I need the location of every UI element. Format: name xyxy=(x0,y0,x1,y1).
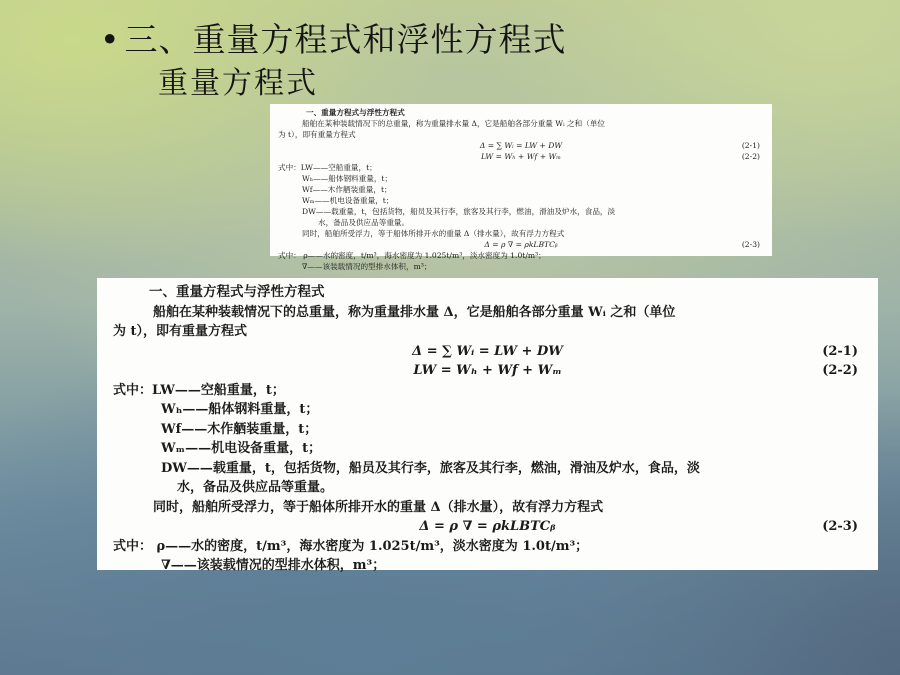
doc-def-wm: Wₘ——机电设备重量，t； xyxy=(302,196,394,205)
equation-number: (2-1) xyxy=(741,141,760,150)
doc-def-dw-2: 水，备品及供应品等重量。 xyxy=(177,480,334,495)
equation-number: (2-3) xyxy=(822,519,858,534)
doc-heading: 一、重量方程式与浮性方程式 xyxy=(306,108,405,117)
doc-def-dw-1: DW——载重量，t，包括货物，船员及其行李，旅客及其行李，燃油，滑油及炉水，食品，淡 xyxy=(302,207,616,216)
equation-text: Δ = ∑ Wᵢ = LW + DW xyxy=(479,141,563,150)
doc-def-wh: Wₕ——船体钢料重量，t； xyxy=(161,402,319,417)
equation-number: (2-3) xyxy=(741,240,760,249)
doc-equation-1 xyxy=(278,140,764,151)
slide-title-text: 三、重量方程式和浮性方程式 xyxy=(124,20,567,59)
equation-number: (2-2) xyxy=(741,152,760,161)
doc-def-wf: Wf——木作舾装重量，t； xyxy=(161,421,318,437)
document-image-small xyxy=(270,104,772,271)
bullet-icon: • xyxy=(100,20,121,59)
equation-text: LW = Wₕ + Wf + Wₘ xyxy=(481,152,561,161)
doc-def-dw-1: DW——载重量，t，包括货物，船员及其行李，旅客及其行李，燃油，滑油及炉水，食品，淡 xyxy=(161,460,700,476)
doc-equation-2 xyxy=(113,361,862,381)
doc-def-rho: 式中： ρ——水的密度，t/m³，海水密度为 1.025t/m³，淡水密度为 1.0t/m³； xyxy=(113,538,589,554)
doc-heading: 一、重量方程式与浮性方程式 xyxy=(149,284,325,300)
slide-title xyxy=(100,14,566,61)
doc-def-wf: Wf——木作舾装重量，t； xyxy=(302,185,392,194)
slide-subtitle: 重量方程式 xyxy=(158,66,318,101)
doc-para1-line2: 为 t），即有重量方程式 xyxy=(113,324,248,339)
equation-number: (2-2) xyxy=(822,363,858,378)
doc-para1-line1: 船舶在某种装载情况下的总重量，称为重量排水量 Δ，它是船舶各部分重量 Wᵢ 之和（单位 xyxy=(153,304,676,320)
doc-para1-line1: 船舶在某种装载情况下的总重量，称为重量排水量 Δ，它是船舶各部分重量 Wᵢ 之和（单位 xyxy=(302,119,606,128)
equation-text: Δ = ∑ Wᵢ = LW + DW xyxy=(412,343,563,359)
equation-text: Δ = ρ ∇ = ρkLBTCᵦ xyxy=(419,519,556,534)
doc-para1-line2: 为 t），即有重量方程式 xyxy=(278,130,356,139)
doc-equation-1 xyxy=(113,342,862,362)
equation-text: LW = Wₕ + Wf + Wₘ xyxy=(413,363,562,378)
doc-def-lw: 式中：LW——空船重量，t； xyxy=(278,163,377,172)
doc-equation-3 xyxy=(278,239,764,250)
doc-def-wh: Wₕ——船体钢料重量，t； xyxy=(302,174,393,183)
doc-def-rho: 式中： ρ——水的密度，t/m³，海水密度为 1.025t/m³，淡水密度为 1.0t/m³； xyxy=(278,251,546,260)
doc-def-wm: Wₘ——机电设备重量，t； xyxy=(161,441,322,456)
equation-number: (2-1) xyxy=(822,343,858,359)
doc-def-dw-2: 水，备品及供应品等重量。 xyxy=(318,218,410,227)
equation-text: Δ = ρ ∇ = ρkLBTCᵦ xyxy=(484,240,558,249)
doc-para2: 同时，船舶所受浮力，等于船体所排开水的重量 Δ（排水量），故有浮力方程式 xyxy=(153,499,604,515)
doc-para2: 同时，船舶所受浮力，等于船体所排开水的重量 Δ（排水量），故有浮力方程式 xyxy=(302,229,565,238)
doc-equation-2 xyxy=(278,151,764,162)
doc-equation-3 xyxy=(113,517,862,537)
doc-def-nabla: ∇——该装载情况的型排水体积，m³； xyxy=(302,262,432,271)
doc-def-nabla: ∇——该装载情况的型排水体积，m³； xyxy=(161,558,386,573)
document-image-large xyxy=(97,278,878,573)
doc-def-lw: 式中：LW——空船重量，t； xyxy=(113,382,285,398)
